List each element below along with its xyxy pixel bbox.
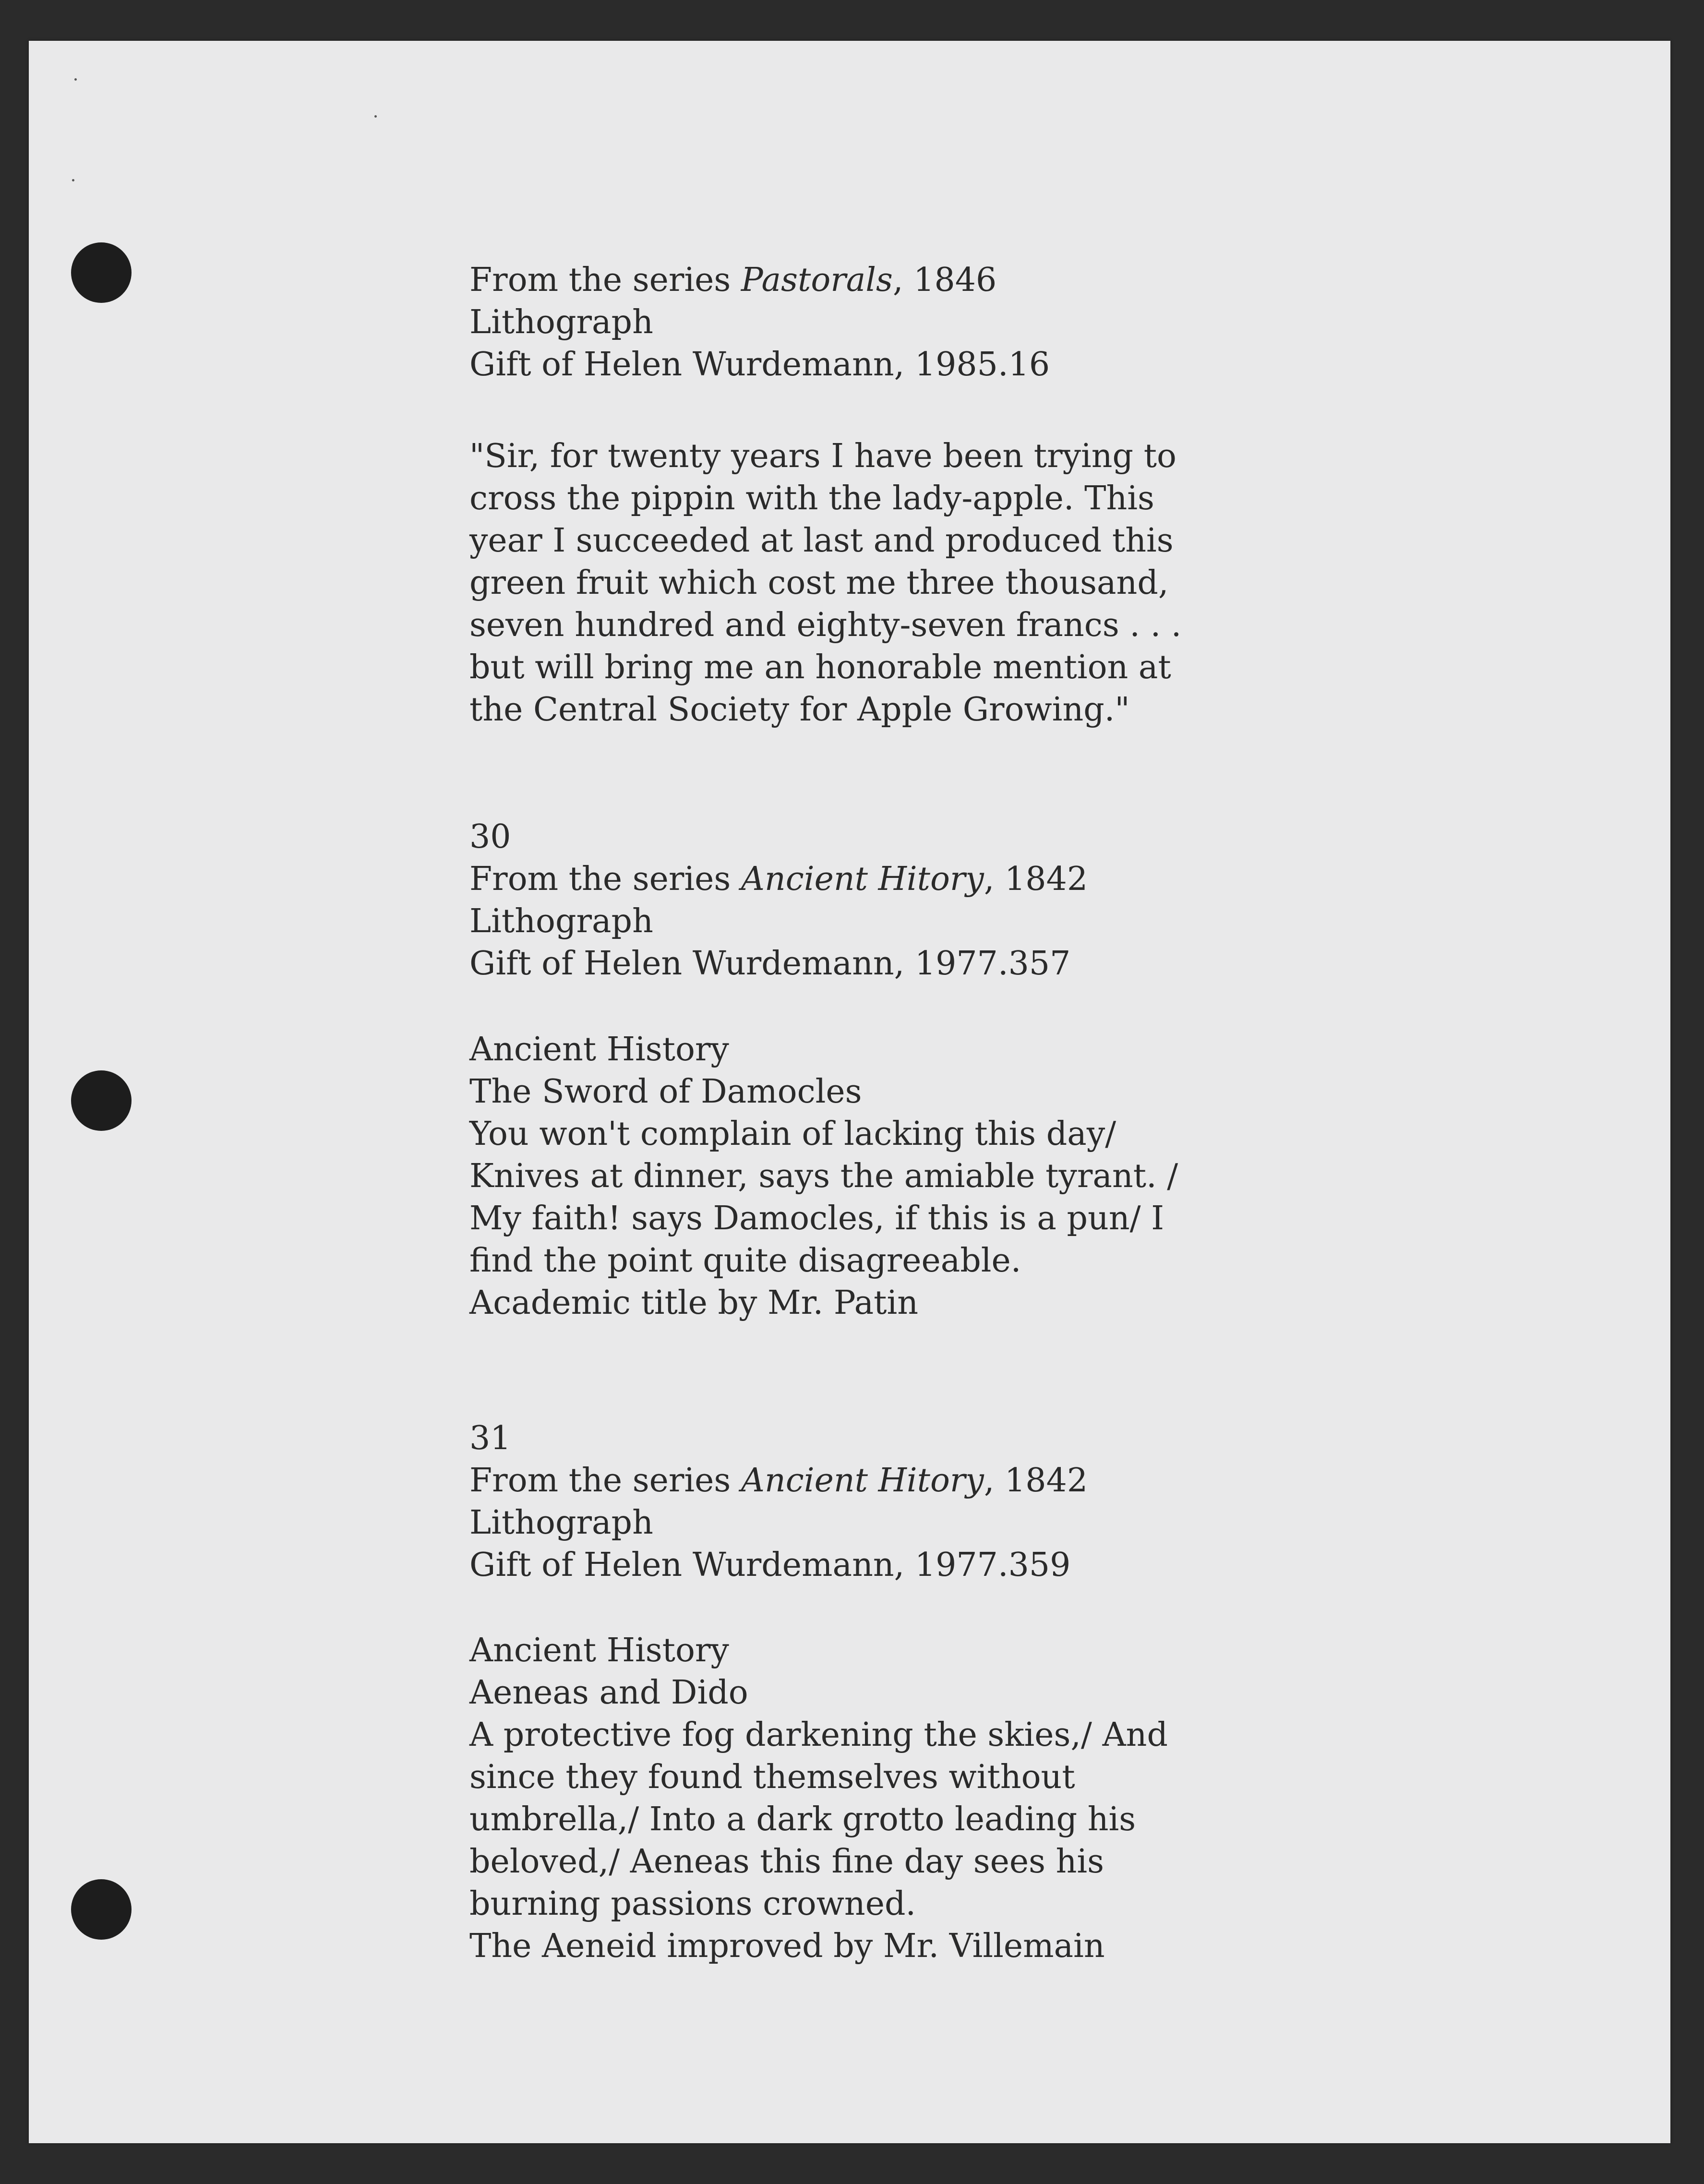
series-prefix: From the series [469,860,741,898]
caption-line: the Central Society for Apple Growing." [469,691,1130,729]
series-line [469,858,1429,900]
entry-number: 30 [469,818,511,856]
caption-line: beloved,/ Aeneas this fine day sees his [469,1843,1104,1881]
caption-line: The Sword of Damocles [469,1073,862,1111]
caption-line: find the point quite disagreeable. [469,1242,1021,1280]
caption-line: Knives at dinner, says the amiable tyrant. / [469,1157,1178,1195]
caption-line: umbrella,/ Into a dark grotto leading his [469,1800,1136,1838]
caption-line: "Sir, for twenty years I have been trying to [469,437,1176,475]
caption-line: Ancient History [469,1632,729,1669]
punch-hole [71,1879,132,1940]
series-prefix: From the series [469,261,741,299]
caption-line: Ancient History [469,1031,729,1068]
caption-line: You won't complain of lacking this day/ [469,1115,1116,1153]
series-title: Pastorals [741,261,893,299]
caption-line: The Aeneid improved by Mr. Villemain [469,1927,1105,1965]
caption-line: since they found themselves without [469,1758,1075,1796]
caption-line: cross the pippin with the lady-apple. This [469,480,1154,517]
paper-speck [374,115,377,118]
medium: Lithograph [469,303,653,341]
caption-line: My faith! says Damocles, if this is a pun/ I [469,1200,1164,1237]
document-page [29,41,1670,2143]
entry-pastorals-details [469,259,1429,386]
caption-line: A protective fog darkening the skies,/ And [469,1716,1168,1754]
series-year: , 1846 [892,261,997,299]
entry-31-caption [469,1630,1429,1968]
series-title: Ancient Hitory [741,860,984,898]
series-year: , 1842 [984,1462,1088,1500]
entry-30-caption [469,1029,1429,1324]
caption-line: burning passions crowned. [469,1885,916,1923]
credit-line: Gift of Helen Wurdemann, 1977.357 [469,945,1071,983]
entry-number: 31 [469,1419,511,1457]
credit-line: Gift of Helen Wurdemann, 1977.359 [469,1546,1071,1584]
series-year: , 1842 [984,860,1088,898]
caption-line: year I succeeded at last and produced this [469,522,1174,560]
entry-pastorals-caption [469,435,1429,731]
medium: Lithograph [469,1504,653,1542]
series-prefix: From the series [469,1462,741,1500]
punch-hole [71,242,132,303]
caption-line: seven hundred and eighty-seven francs . . . [469,606,1182,644]
series-title: Ancient Hitory [741,1462,984,1500]
medium: Lithograph [469,902,653,940]
paper-speck [74,78,77,81]
paper-speck [72,179,74,181]
caption-line: Aeneas and Dido [469,1674,748,1712]
series-line [469,1460,1429,1502]
caption-line: Academic title by Mr. Patin [469,1284,918,1322]
caption-line: green fruit which cost me three thousand, [469,564,1169,602]
caption-line: but will bring me an honorable mention at [469,648,1171,686]
series-line [469,259,1429,301]
credit-line: Gift of Helen Wurdemann, 1985.16 [469,346,1050,384]
entry-30-details [469,816,1429,985]
punch-hole [71,1070,132,1131]
entry-31-details [469,1417,1429,1586]
